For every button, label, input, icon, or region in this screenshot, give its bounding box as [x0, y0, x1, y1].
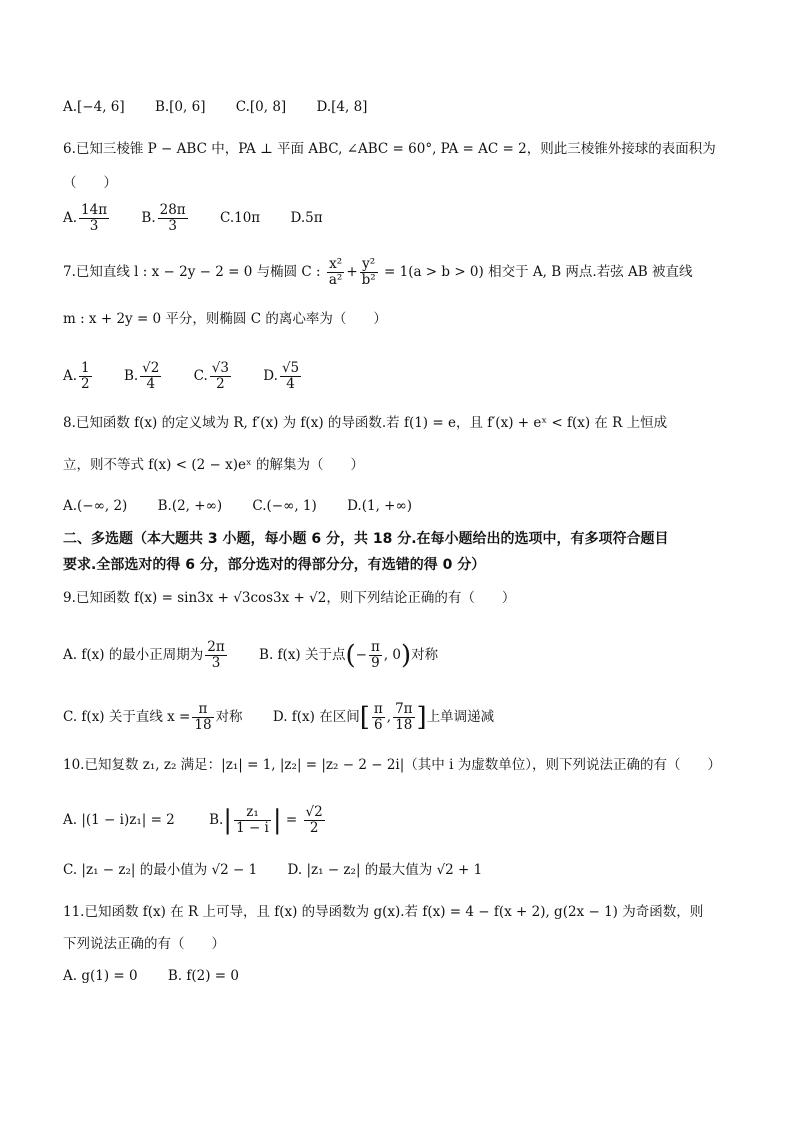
q6-a-num: 14π	[81, 202, 108, 218]
q11-options	[63, 966, 265, 986]
q9-row2	[63, 702, 494, 733]
q6-paren: （ ）	[63, 175, 117, 191]
q9-option-a[interactable]: A. f(x) 的最小正周期为 $\frac{2\pi}{3}$	[63, 639, 225, 671]
q6-b-num: 28π	[159, 202, 186, 218]
q6-a-den: 3	[89, 218, 99, 234]
q6-option-d[interactable]: D.5π	[290, 210, 323, 226]
q7-option-c[interactable]: C. $\frac{√3}{2}$	[193, 360, 229, 392]
q8-options	[63, 496, 438, 516]
q9-option-b[interactable]: B. f(x) 关于点(− $\frac{\pi}{9}$ , 0)对称	[259, 639, 439, 671]
q7-line1: 7.已知直线 l : x − 2y − 2 = 0 与椭圆 C : $\frac{\text{x²}}{\text{a²}}$ + $\frac{\text{y²}}{\text{b²}}$ = 1(a > b > 0) 相交于 A, B 两点.若弦 AB 被直线	[63, 256, 693, 288]
q5-option-a[interactable]: A.[−4, 6]	[63, 99, 125, 115]
q11-line2: 下列说法正确的有（ ）	[63, 936, 225, 952]
q8-option-b[interactable]: B.(2, +∞)	[157, 498, 223, 514]
q9-option-c[interactable]: C. f(x) 关于直线 x = $\frac{\pi}{18}$ 对称	[63, 701, 243, 733]
q8-line1: 8.已知函数 f(x) 的定义域为 R, f′(x) 为 f(x) 的导函数.若 f(1) = e，且 f′(x) + eˣ < f(x) 在 R 上恒成	[63, 415, 668, 431]
q6-option-c[interactable]: C.10π	[219, 210, 261, 226]
q11-option-b[interactable]: B. f(2) = 0	[167, 968, 239, 984]
q9-option-d[interactable]: D. f(x) 在区间[ $\frac{\pi}{6}$ , $\frac{7\pi}{18}$ ]上单调递减	[272, 701, 495, 733]
q9-stem: 9.已知函数 f(x) = sin3x + √3cos3x + √2，则下列结论正确的有（ ）	[63, 590, 516, 606]
q9-row1	[63, 640, 438, 671]
q10-option-b[interactable]: B.| $\frac{\text{z₁}}{1 - i}$ | = $\frac{√2}{2}$	[209, 804, 323, 836]
q11-line1: 11.已知函数 f(x) 在 R 上可导，且 f(x) 的导函数为 g(x).若 f(x) = 4 − f(x + 2), g(2x − 1) 为奇函数，则	[63, 904, 704, 920]
q8-option-a[interactable]: A.(−∞, 2)	[63, 498, 128, 514]
q10-row2	[63, 860, 482, 880]
section2-heading-line1: 二、多选题（本大题共 3 小题，每小题 6 分，共 18 分.在每小题给出的选项中，有多项符合题目	[63, 531, 669, 547]
q7-option-b[interactable]: B. $\frac{√2}{4}$	[123, 360, 160, 392]
q8-line2: 立，则不等式 f(x) < (2 − x)eˣ 的解集为（ ）	[63, 457, 364, 473]
section2-heading-line2: 要求.全部选对的得 6 分，部分选对的得部分分，有选错的得 0 分）	[63, 557, 486, 573]
q11-option-a[interactable]: A. g(1) = 0	[63, 968, 138, 984]
q5-option-d[interactable]: D.[4, 8]	[316, 99, 368, 115]
q7-options	[63, 361, 329, 392]
q5-options	[63, 97, 393, 117]
q7-option-a[interactable]: A. $\frac{1}{2}$	[63, 360, 90, 392]
q7-option-d[interactable]: D. $\frac{√5}{4}$	[263, 360, 300, 392]
q5-option-c[interactable]: C.[0, 8]	[235, 99, 287, 115]
q10-option-c[interactable]: C. |z₁ − z₂| 的最小值为 √2 − 1	[63, 862, 258, 878]
q10-row1	[63, 805, 327, 836]
q7-line2: m : x + 2y = 0 平分，则椭圆 C 的离心率为（ ）	[63, 311, 387, 327]
q10-stem: 10.已知复数 z₁, z₂ 满足：|z₁| = 1, |z₂| = |z₂ − 2 − 2i|（其中 i 为虚数单位），则下列说法正确的有（ ）	[63, 757, 721, 773]
q6-stem: 6.已知三棱锥 P − ABC 中，PA ⊥ 平面 ABC, ∠ABC = 60°, PA = AC = 2，则此三棱锥外接球的表面积为	[63, 141, 716, 157]
q6-b-den: 3	[168, 218, 177, 234]
q6-option-b[interactable]: B. $\frac{28\pi}{3}$	[141, 202, 186, 234]
q8-option-c[interactable]: C.(−∞, 1)	[252, 498, 317, 514]
q5-option-b[interactable]: B.[0, 6]	[154, 99, 206, 115]
q6-option-a[interactable]: A. $\frac{14\pi}{3}$	[63, 202, 108, 234]
q10-option-a[interactable]: A. |(1 − i)z₁| = 2	[63, 812, 175, 828]
q10-option-d[interactable]: D. |z₁ − z₂| 的最大值为 √2 + 1	[287, 862, 483, 878]
q8-option-d[interactable]: D.(1, +∞)	[347, 498, 412, 514]
q6-options	[63, 203, 349, 234]
